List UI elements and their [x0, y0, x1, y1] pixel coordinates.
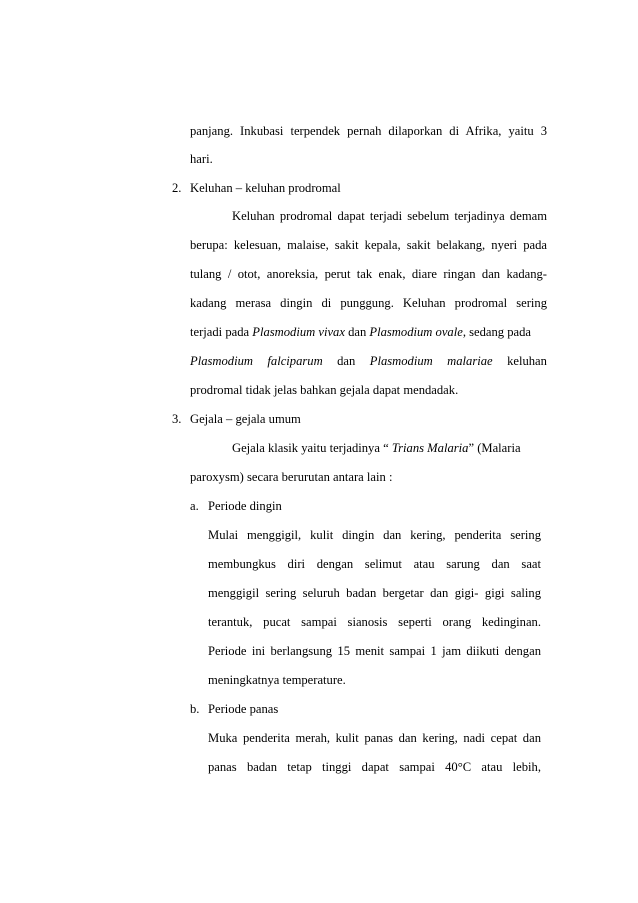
text-line: panjang. Inkubasi terpendek pernah dilaporkan di Afrika, yaitu 3: [190, 124, 547, 138]
text-line: panas badan tetap tinggi dapat sampai 40°C atau lebih,: [208, 760, 541, 774]
text-line: prodromal tidak jelas bahkan gejala dapat mendadak.: [190, 383, 459, 397]
text-line: Mulai menggigil, kulit dingin dan kering, penderita sering: [208, 528, 541, 542]
section-heading: Gejala – gejala umum: [190, 412, 301, 426]
list-letter: a.: [190, 499, 199, 513]
text-line: hari.: [190, 152, 213, 166]
text-line: [190, 324, 547, 340]
text-line: paroxysm) secara berurutan antara lain :: [190, 470, 393, 484]
text-line: membungkus diri dengan selimut atau sarung dan saat: [208, 557, 541, 571]
text-span: terjadi pada Plasmodium vivax dan Plasmodium ovale, sedang pada: [190, 325, 532, 339]
text-line: menggigil sering seluruh badan bergetar dan gigi- gigi saling: [208, 586, 541, 600]
subsection-heading: Periode panas: [208, 702, 279, 716]
text-line: Plasmodium falciparum dan Plasmodium malariae keluhan: [190, 354, 547, 368]
text-line: Gejala klasik yaitu terjadinya “ Trians Malaria” (Malaria: [232, 441, 521, 455]
list-number: 3.: [172, 412, 182, 426]
text-line: Muka penderita merah, kulit panas dan kering, nadi cepat dan: [208, 731, 541, 745]
list-number: 2.: [172, 181, 182, 195]
subsection-heading: Periode dingin: [208, 499, 282, 513]
text-line: meningkatnya temperature.: [208, 673, 346, 687]
text-line: Keluhan prodromal dapat terjadi sebelum terjadinya demam: [232, 209, 547, 223]
text-line: terantuk, pucat sampai sianosis seperti orang kedinginan.: [208, 615, 541, 629]
text-line: tulang / otot, anoreksia, perut tak enak, diare ringan dan kadang-: [190, 267, 547, 281]
list-letter: b.: [190, 702, 200, 716]
text-line: berupa: kelesuan, malaise, sakit kepala, sakit belakang, nyeri pada: [190, 238, 547, 252]
section-heading: Keluhan – keluhan prodromal: [190, 181, 341, 195]
text-line: Periode ini berlangsung 15 menit sampai 1 jam diikuti dengan: [208, 644, 541, 658]
text-line: kadang merasa dingin di punggung. Keluhan prodromal sering: [190, 296, 547, 310]
